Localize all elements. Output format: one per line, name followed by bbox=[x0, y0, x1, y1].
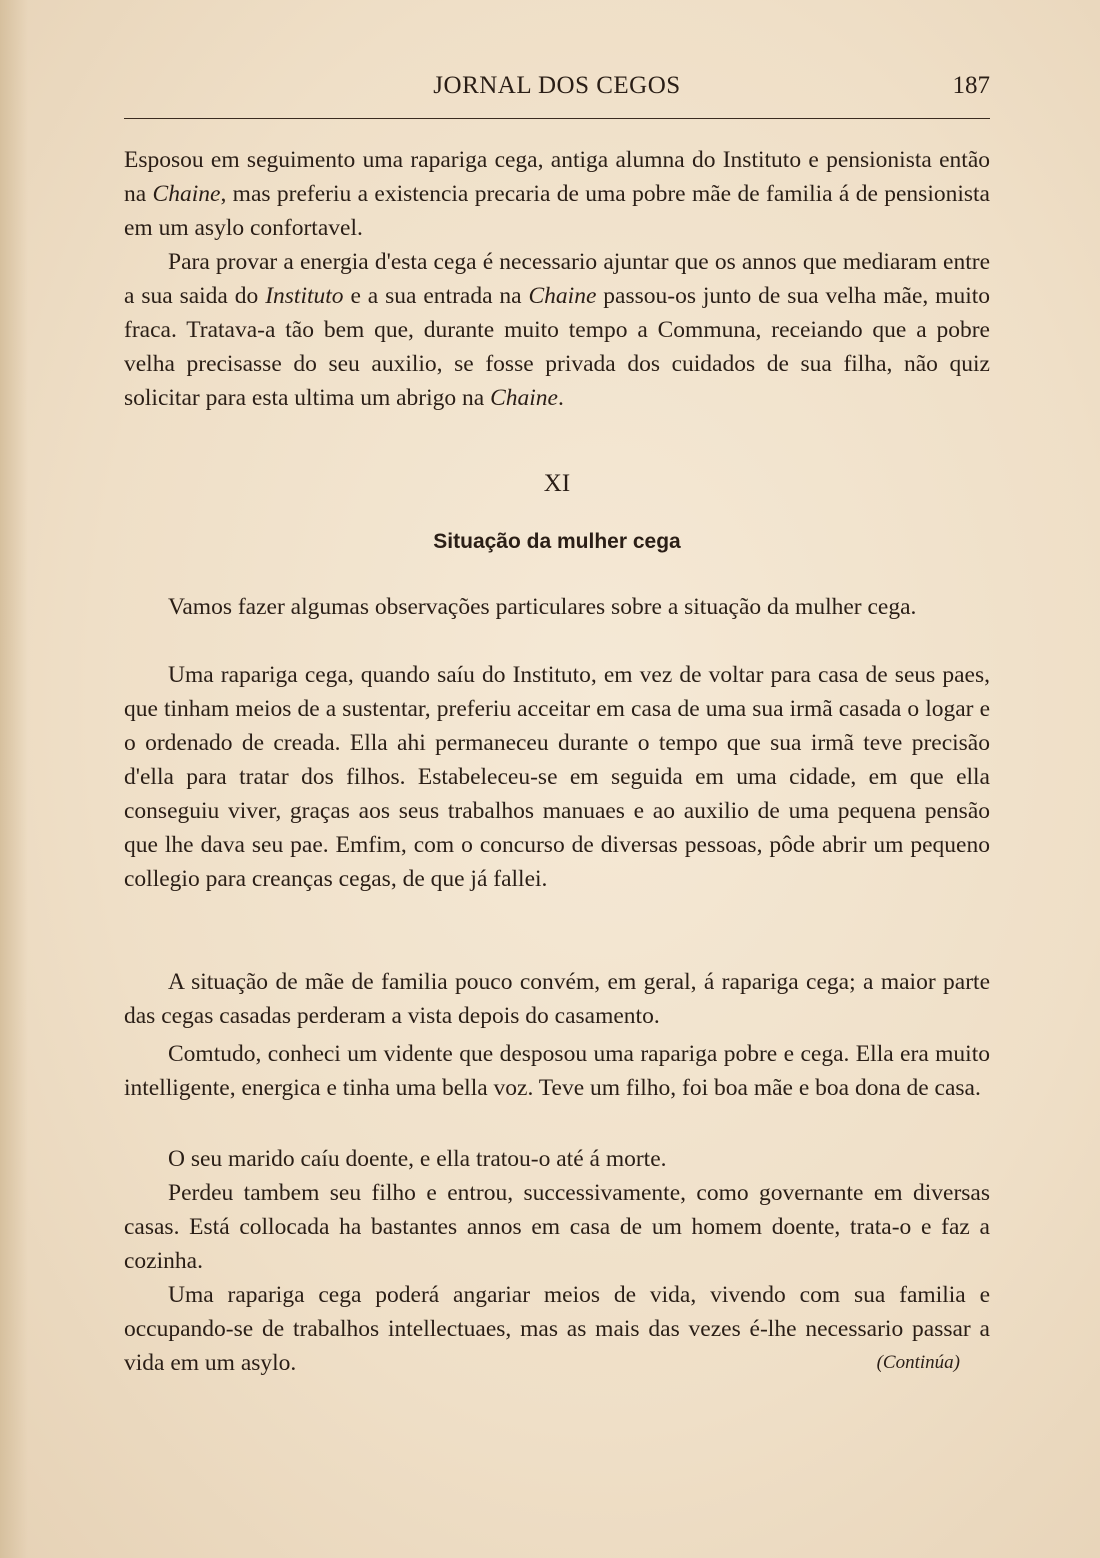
paragraph-9 bbox=[124, 1278, 990, 1380]
paragraph-1-italic-chaine: Chaine bbox=[152, 181, 221, 207]
continua-note: (Continúa) bbox=[876, 1352, 960, 1373]
paragraph-2-italic-chaine: Chaine bbox=[528, 283, 597, 309]
page-header bbox=[124, 72, 990, 106]
paragraph-2-text-a: Para provar a energia d'esta cega é necessario ajuntar que os annos que mediaram entre a sua saida do bbox=[124, 249, 990, 309]
paragraph-6: Comtudo, conheci um vidente que desposou uma rapariga pobre e cega. Ella era muito intelligente, energica e tinha uma bella voz. Teve um filho, foi boa mãe e boa dona de casa. bbox=[124, 1041, 990, 1101]
page-edge-shadow bbox=[0, 0, 28, 1558]
paragraph-2-italic-chaine-2: Chaine bbox=[490, 385, 558, 411]
paragraph-7: O seu marido caíu doente, e ella tratou-o até á morte. bbox=[168, 1146, 667, 1172]
paragraph-9-text: Uma rapariga cega poderá angariar meios de vida, vivendo com sua familia e occupando-se de trabalhos intellectuaes, mas as mais das vezes é-lhe necessario passar a vida em um asylo. bbox=[124, 1282, 990, 1376]
header-rule bbox=[124, 118, 990, 119]
paragraph-2-text-e: passou-os junto de sua velha mãe, muito fraca. Tratava-a tão bem que, durante muito tempo a Communa, receiando que a pobre velha precisasse do seu auxilio, se fosse privada dos cuidados de sua filha, não quiz solicitar para esta ultima um abrigo na bbox=[124, 283, 991, 411]
paragraph-8: Perdeu tambem seu filho e entrou, successivamente, como governante em diversas casas. Está collocada ha bastantes annos em casa de um homem doente, trata-o e faz a cozinha. bbox=[124, 1180, 990, 1274]
paragraph-3: Vamos fazer algumas observações particulares sobre a situação da mulher cega. bbox=[168, 594, 917, 620]
paragraph-1-text-a: Esposou em seguimento uma rapariga cega, antiga alumna do Instituto e pensionista então na bbox=[124, 147, 990, 207]
page-number: 187 bbox=[952, 72, 990, 99]
paragraph-5: A situação de mãe de familia pouco convém, em geral, á rapariga cega; a maior parte das cegas casadas perderam a vista depois do casamento. bbox=[124, 969, 990, 1029]
paragraph-2-text-g: . bbox=[557, 385, 564, 411]
paragraph-1-text-c: , mas preferiu a existencia precaria de uma pobre mãe de familia á de pensionista em um asylo confortavel. bbox=[124, 181, 990, 241]
section-number: XI bbox=[543, 470, 571, 497]
paragraph-4: Uma rapariga cega, quando saíu do Instituto, em vez de voltar para casa de seus paes, que tinham meios de a sustentar, preferiu acceitar em casa de uma sua irmã casada o logar e o ordenado de creada. Ella ahi permaneceu durante o tempo que sua irmã teve precisão d'ella para tratar dos filhos. Estabeleceu-se em seguida em uma cidade, em que ella conseguiu viver, graças aos seus trabalhos manuaes e ao auxilio de uma pequena pensão que lhe dava seu pae. Emfim, com o concurso de diversas pessoas, pôde abrir um pequeno collegio para creanças cegas, de que já fallei. bbox=[124, 662, 990, 892]
paragraph-2 bbox=[124, 245, 990, 415]
paragraph-1 bbox=[124, 143, 990, 245]
paragraph-2-italic-instituto: Instituto bbox=[265, 283, 344, 309]
section-title: Situação da mulher cega bbox=[433, 530, 681, 553]
paragraph-2-text-c: e a sua entrada na bbox=[343, 283, 529, 309]
running-title: JORNAL DOS CEGOS bbox=[433, 72, 681, 99]
